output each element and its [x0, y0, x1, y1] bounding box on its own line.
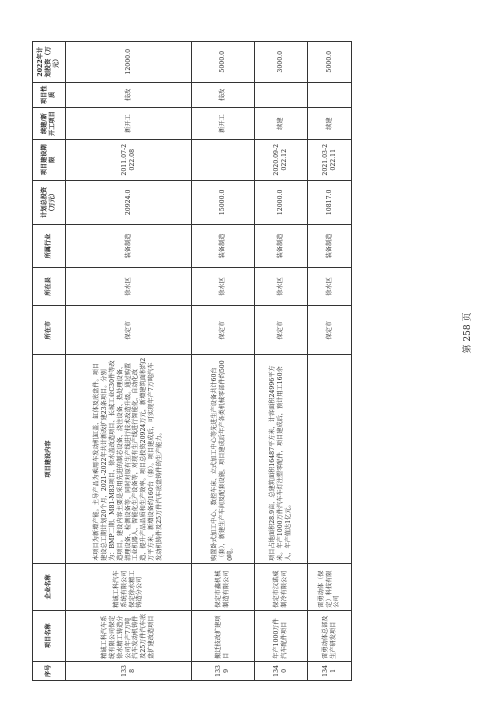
header-period: 项目建设期限: [33, 140, 66, 180]
header-city: 所在市: [33, 306, 66, 355]
table-row: [308, 42, 352, 681]
cell-city: 保定市: [192, 306, 255, 355]
header-type: 续建/新开工项目: [33, 108, 66, 140]
header-nature: 项目性质: [33, 82, 66, 108]
cell-type: 新开工: [66, 108, 192, 140]
project-table-grid: [32, 41, 352, 681]
cell-content: [308, 355, 352, 564]
header-industry: 所属行业: [33, 225, 66, 268]
cell-invest2022: 12000.0: [66, 42, 192, 83]
cell-investment: 15000.0: [192, 180, 255, 225]
cell-city: 保定市: [308, 306, 352, 355]
cell-industry: 装备制造: [66, 225, 192, 268]
header-project: 项目名称: [33, 610, 66, 661]
cell-nature: 技改: [66, 82, 192, 108]
cell-industry: 装备制造: [255, 225, 308, 268]
cell-nature: 技改: [192, 82, 255, 108]
cell-period: [192, 140, 255, 180]
cell-content: 购置卧式加工中心、数控车床、立式加工中心等先进生产设备共计60台（套），新建生产车间及配套设施，项目建成后年产各类机械零部件约5000吨。: [192, 355, 255, 564]
header-no: 序号: [33, 661, 66, 680]
cell-city: 保定市: [255, 306, 308, 355]
cell-county: 徐水区: [308, 267, 352, 305]
cell-project: 年产1000万件汽车配件项目: [255, 610, 308, 661]
cell-county: 徐水区: [192, 267, 255, 305]
header-investment: 计划总投资（万元）: [33, 180, 66, 225]
header-county: 所在县: [33, 267, 66, 305]
cell-investment: 10817.0: [308, 180, 352, 225]
cell-content: 本项目为新增产能。主导产品为乘用车发动机缸盖、缸体及底盘件。项目建设总工期计划20个月，2021-2022年共计新改扩建23条项目。分别为：BMP二期、M81-M83项目、徐水盖改造项目、长城工业C30件等改造项目。建设内容主要是采用先进的制芯设备、浇注设备、热处理设备、清理设备、检测设备等，同时对原有生产线进行技术改造升级。通过购置工业机器人、智能化生产设备等，对现有生产线进行智能化、自动化改造，提升产品品质和生产效率。项目总投资20924万元，新增建筑面积约2万平方米，新增设备约160台（套）。项目建成后，可实现年产7万吨汽车发动机铸件及25万件汽车底盘铸件的生产能力。: [66, 355, 192, 564]
cell-period: 2011.07-2022.08: [66, 140, 192, 180]
cell-no: 1338: [66, 661, 192, 680]
project-table: [32, 41, 362, 681]
cell-industry: 装备制造: [192, 225, 255, 268]
cell-industry: 装备制造: [308, 225, 352, 268]
cell-content: 项目占地面积28.9亩，总建筑面积16487平方米，计容面积24996平方米。年产1000万件汽车车灯注塑零配件，项目建成后，预计用工160余人，年产值达1亿元。: [255, 355, 308, 564]
page-number: 第 258 页: [463, 312, 473, 354]
header-content: 项目建设内容: [33, 355, 66, 564]
cell-period: 2020.09-2022.12: [255, 140, 308, 180]
cell-invest2022: 5000.0: [192, 42, 255, 83]
table-row: [192, 42, 255, 681]
cell-nature: [308, 82, 352, 108]
cell-investment: 20924.0: [66, 180, 192, 225]
cell-no: 1339: [192, 661, 255, 680]
table-row: [66, 42, 192, 681]
table-row: [255, 42, 308, 681]
cell-type: 新开工: [192, 108, 255, 140]
cell-nature: [255, 82, 308, 108]
cell-company: 保定市鑫机械制造有限公司: [192, 563, 255, 610]
cell-city: 保定市: [66, 306, 192, 355]
cell-period: 2021.03-2022.11: [308, 140, 352, 180]
cell-type: 续建: [308, 108, 352, 140]
cell-project: 精诚工科汽车系统有限公司保定徐水精工铸造分公司年产7万吨汽车发动机铸件及25万件汽车底盘扩建改造项目: [66, 610, 192, 661]
cell-no: 1340: [255, 661, 308, 680]
table-header-row: [33, 42, 66, 681]
cell-company: 精诚工科汽车系统有限公司保定徐水精工铸造分公司: [66, 563, 192, 610]
cell-no: 1341: [308, 661, 352, 680]
cell-county: 徐水区: [255, 267, 308, 305]
header-company: 企业名称: [33, 563, 66, 610]
header-invest2022: 2022年计划投资（万元）: [33, 42, 66, 83]
cell-investment: 12000.0: [255, 180, 308, 225]
cell-company: 保定市汉诺威制冷有限公司: [255, 563, 308, 610]
cell-invest2022: 5000.0: [308, 42, 352, 83]
cell-project: 搬迁技改扩建项目: [192, 610, 255, 661]
cell-type: 续建: [255, 108, 308, 140]
cell-project: 雷勇动体总部及生产研发项目: [308, 610, 352, 661]
cell-county: 徐水区: [66, 267, 192, 305]
cell-invest2022: 3000.0: [255, 42, 308, 83]
cell-company: 雷勇动体（保定）科技有限公司: [308, 563, 352, 610]
